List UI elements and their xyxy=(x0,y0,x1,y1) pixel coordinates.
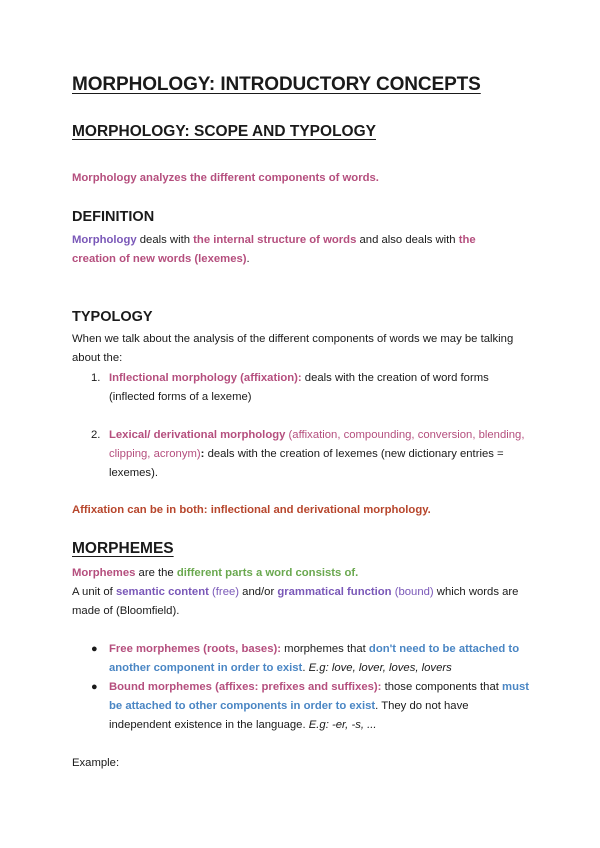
bound-morphemes-example: E.g: -er, -s, ... xyxy=(308,719,377,731)
example-label: Example: xyxy=(72,757,120,769)
term-morphemes: Morphemes xyxy=(72,567,136,579)
morpheme-types-list xyxy=(72,640,532,735)
list-item: 1. Inflectional morphology (affixation): deals with the creation of word forms (inflected forms of a lexeme) xyxy=(91,372,489,403)
free-morphemes-example: E.g: love, lover, loves, lovers xyxy=(308,662,452,674)
free-morphemes-emphasis: don't need to be attached to another component in order to exist xyxy=(109,643,520,674)
bullet-icon: ● xyxy=(91,681,98,693)
bound-morphemes-label: Bound morphemes (affixes: prefixes and suffixes): xyxy=(109,681,382,693)
list-item: ● Bound morphemes (affixes: prefixes and suffixes): those components that must be attached to other components in order to exist. They do not have independent existence in the language. E.g: -er, -s, ... xyxy=(72,678,532,735)
list-item: ● Free morphemes (roots, bases): morphemes that don't need to be attached to another component in order to exist. E.g: love, lover, loves, lovers xyxy=(72,640,532,678)
derivational-label: Lexical/ derivational morphology xyxy=(109,429,286,441)
typology-intro: When we talk about the analysis of the different components of words we may be talking about the: xyxy=(72,333,514,364)
section-heading-scope: MORPHOLOGY: SCOPE AND TYPOLOGY xyxy=(72,123,376,140)
term-morphology: Morphology xyxy=(72,234,137,246)
emphasis-different-parts: different parts a word consists of. xyxy=(176,567,359,579)
morphemes-heading: MORPHEMES xyxy=(72,540,174,557)
morphemes-definition: Morphemes are the different parts a word consists of. A unit of semantic content (free) and/or grammatical function (bound) which words are made of (Bloomfield). xyxy=(72,567,519,617)
definition-paragraph: Morphology deals with the internal structure of words and also deals with the creation of new words (lexemes). xyxy=(72,234,476,265)
definition-heading: DEFINITION xyxy=(72,209,155,225)
intro-statement: Morphology analyzes the different components of words. xyxy=(72,172,379,184)
term-grammatical-function: grammatical function xyxy=(277,586,392,598)
inflectional-label: Inflectional morphology (affixation): xyxy=(109,372,302,384)
typology-list xyxy=(72,369,532,483)
list-item: 2. Lexical/ derivational morphology (affixation, compounding, conversion, blending, clipping, acronym): deals with the creation of lexemes (new dictionary entries = lexemes). xyxy=(91,429,525,479)
derivational-detail: (affixation, compounding, conversion, blending, clipping, acronym) xyxy=(109,429,525,460)
affixation-note: Affixation can be in both: inflectional and derivational morphology. xyxy=(72,504,431,516)
term-semantic-content: semantic content xyxy=(115,586,209,598)
bullet-icon: ● xyxy=(91,643,98,655)
emphasis-creation-new-words: the creation of new words (lexemes) xyxy=(72,234,476,265)
emphasis-internal-structure: the internal structure of words xyxy=(193,234,357,246)
document-title: MORPHOLOGY: INTRODUCTORY CONCEPTS xyxy=(72,74,481,95)
typology-heading: TYPOLOGY xyxy=(72,309,153,325)
free-morphemes-label: Free morphemes (roots, bases): xyxy=(109,643,282,655)
bound-morphemes-emphasis: must be attached to other components in order to exist xyxy=(109,681,530,712)
